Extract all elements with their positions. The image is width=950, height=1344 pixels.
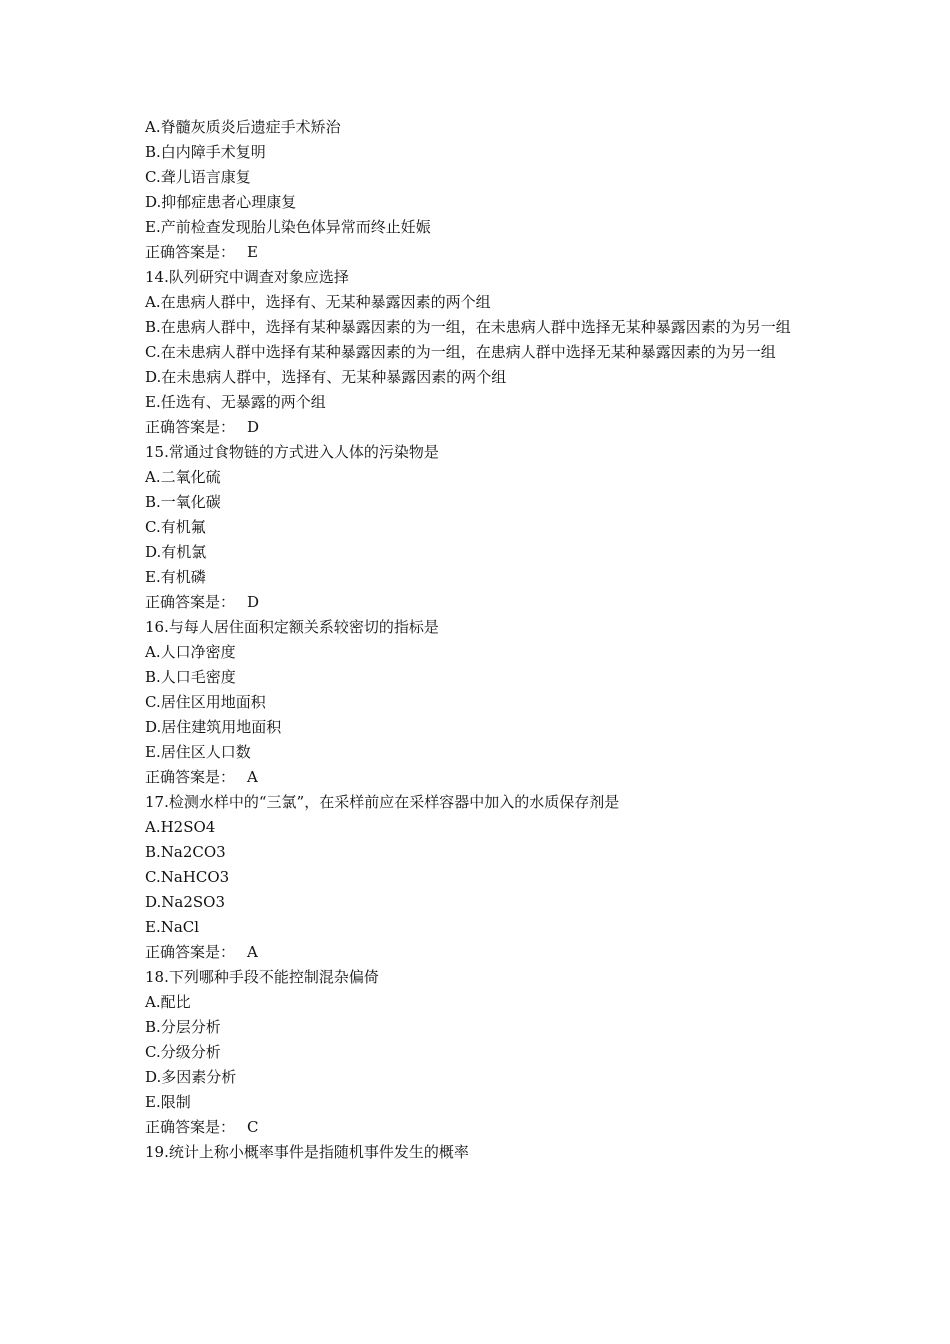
q13-answer (145, 240, 815, 265)
q15-answer (145, 590, 815, 615)
answer-label: 正确答案是： (145, 243, 236, 261)
q19-question: 19.统计上称小概率事件是指随机事件发生的概率 (145, 1143, 469, 1161)
question-18-block (145, 965, 815, 1140)
question-14-block (145, 265, 815, 440)
q14-option-e: E.任选有、无暴露的两个组 (145, 393, 326, 411)
q18-option-c: C.分级分析 (145, 1043, 221, 1061)
document-page (145, 115, 815, 1165)
q14-option-d: D.在未患病人群中，选择有、无某种暴露因素的两个组 (145, 368, 507, 386)
q13-option-e: E.产前检查发现胎儿染色体异常而终止妊娠 (145, 218, 431, 236)
q18-question: 18.下列哪种手段不能控制混杂偏倚 (145, 968, 379, 986)
q14-option-c: C.在未患病人群中选择有某种暴露因素的为一组，在患病人群中选择无某种暴露因素的为另一组 (145, 343, 776, 361)
q13-option-c: C.聋儿语言康复 (145, 168, 251, 186)
q17-answer (145, 940, 815, 965)
answer-label: 正确答案是： (145, 768, 236, 786)
q16-option-e: E.居住区人口数 (145, 743, 251, 761)
q16-option-b: B.人口毛密度 (145, 668, 236, 686)
q16-option-a: A.人口净密度 (145, 643, 236, 661)
question-19-block (145, 1140, 815, 1165)
question-17-block (145, 790, 815, 965)
q16-option-d: D.居住建筑用地面积 (145, 718, 282, 736)
q15-option-d: D.有机氯 (145, 543, 207, 561)
q16-question: 16.与每人居住面积定额关系较密切的指标是 (145, 618, 439, 636)
q16-answer (145, 765, 815, 790)
question-16-block (145, 615, 815, 790)
q14-option-a: A.在患病人群中，选择有、无某种暴露因素的两个组 (145, 293, 491, 311)
q13-option-d: D.抑郁症患者心理康复 (145, 193, 297, 211)
question-15-block (145, 440, 815, 615)
q18-option-d: D.多因素分析 (145, 1068, 237, 1086)
answer-label: 正确答案是： (145, 593, 236, 611)
answer-label: 正确答案是： (145, 1118, 236, 1136)
q18-option-e: E.限制 (145, 1093, 191, 1111)
q16-option-c: C.居住区用地面积 (145, 693, 266, 711)
answer-value: D (247, 418, 260, 436)
q14-option-b: B.在患病人群中，选择有某种暴露因素的为一组，在未患病人群中选择无某种暴露因素的为另一组 (145, 318, 791, 336)
question-13-block (145, 115, 815, 265)
q18-option-b: B.分层分析 (145, 1018, 221, 1036)
answer-label: 正确答案是： (145, 418, 236, 436)
q17-option-e: E.NaCl (145, 918, 200, 936)
q15-option-b: B.一氧化碳 (145, 493, 221, 511)
answer-value: D (247, 593, 260, 611)
q17-option-b: B.Na2CO3 (145, 843, 226, 861)
answer-value: A (247, 768, 258, 786)
q13-option-b: B.白内障手术复明 (145, 143, 266, 161)
q15-option-a: A.二氧化硫 (145, 468, 221, 486)
q15-option-c: C.有机氟 (145, 518, 206, 536)
answer-value: A (247, 943, 258, 961)
q17-option-a: A.H2SO4 (145, 818, 216, 836)
answer-value: C (247, 1118, 259, 1136)
answer-label: 正确答案是： (145, 943, 236, 961)
q18-answer (145, 1115, 815, 1140)
q18-option-a: A.配比 (145, 993, 191, 1011)
q17-question: 17.检测水样中的“三氯”，在采样前应在采样容器中加入的水质保存剂是 (145, 793, 620, 811)
q14-question: 14.队列研究中调查对象应选择 (145, 268, 349, 286)
q14-answer (145, 415, 815, 440)
q15-option-e: E.有机磷 (145, 568, 206, 586)
answer-value: E (247, 243, 258, 261)
q15-question: 15.常通过食物链的方式进入人体的污染物是 (145, 443, 439, 461)
q17-option-c: C.NaHCO3 (145, 868, 230, 886)
q17-option-d: D.Na2SO3 (145, 893, 225, 911)
q13-option-a: A.脊髓灰质炎后遗症手术矫治 (145, 118, 341, 136)
